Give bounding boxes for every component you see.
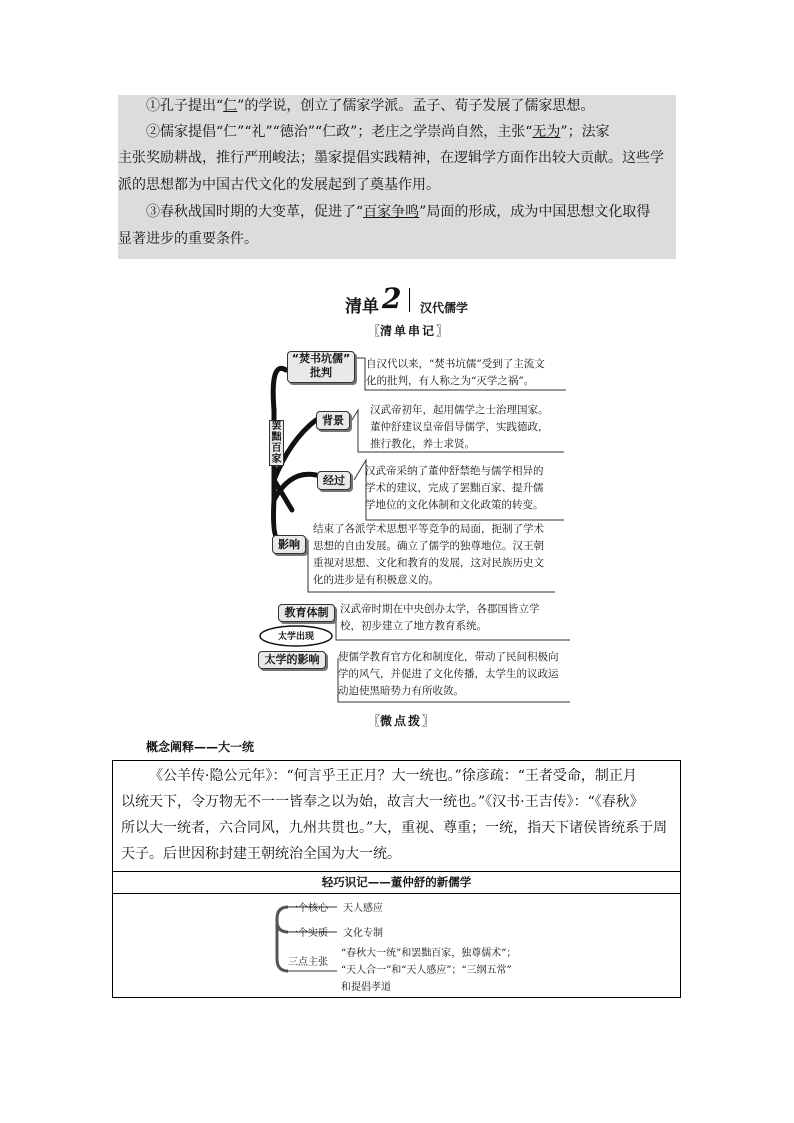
impact-text xyxy=(338,649,559,700)
para-3-line-2: 显著进步的重要条件。 xyxy=(118,231,258,247)
edu-text xyxy=(340,601,540,635)
text-line: 学术的建议，完成了罢黜百家、提升儒 xyxy=(365,482,544,494)
summary-block xyxy=(118,95,676,259)
text-line: 重视对思想、文化和教育的发展，这对民族历史文 xyxy=(313,557,544,569)
heading-divider xyxy=(409,288,410,312)
tag-notes xyxy=(368,322,448,339)
memo-key-2: 一个实质 xyxy=(288,928,328,939)
text-line: 化的批判，有人称之为“灭学之祸”。 xyxy=(366,375,535,387)
text-line: 自汉代以来，“焚书坑儒”受到了主流文 xyxy=(366,358,545,370)
node1-text xyxy=(366,356,545,390)
tag-point xyxy=(368,712,434,729)
text-line: 思想的自由发展。确立了儒学的独尊地位。汉王朝 xyxy=(313,540,544,552)
node-label: 影响 xyxy=(278,538,300,551)
heading-subtitle: 汉代儒学 xyxy=(420,301,469,315)
memo-value-3-line-3: 和提倡孝道 xyxy=(341,982,391,993)
quote-line-4: 天子。后世因称封建王朝统治全国为大一统。 xyxy=(121,846,401,862)
node-education xyxy=(278,604,335,622)
text-line: 校，初步建立了地方教育系统。 xyxy=(340,620,487,632)
text-line: 汉武帝采纳了董仲舒禁绝与儒学相异的 xyxy=(365,465,544,477)
heading-title: 清单 xyxy=(345,297,379,317)
node-label: 批判 xyxy=(310,366,332,379)
underlined-term: 百家争鸣 xyxy=(363,204,420,220)
quote-line-1: 《公羊传·隐公元年》：“何言乎王正月？大一统也。”徐彦疏：“王者受命，制正月 xyxy=(149,768,637,784)
memo-value-3-line-2: “天人合一”和“天人感应”；“三纲五常” xyxy=(341,965,512,976)
root-label: 罢黜百家 xyxy=(271,421,282,465)
root-node xyxy=(269,420,284,466)
memo-key-1: 一个核心 xyxy=(288,903,328,914)
concept-table xyxy=(112,760,681,998)
divider xyxy=(113,893,680,894)
text-line: 推行教化，养士求贤。 xyxy=(370,438,475,450)
taixue-label: 太学出现 xyxy=(277,632,314,642)
bracket: 〖 xyxy=(368,714,381,728)
para-2-line-2: 主张奖励耕战，推行严刑峻法；墨家提倡实践精神，在逻辑学方面作出较大贡献。这些学 xyxy=(118,150,664,166)
node-label: 太学的影响 xyxy=(264,653,320,666)
memo-value-2: 文化专制 xyxy=(343,928,383,939)
branch-background xyxy=(274,474,316,500)
node-taixue-impact xyxy=(258,651,326,669)
quote-line-3: 所以大一统者，六合同风，九州共贯也。”大，重视、尊重；一统，指天下诸侯皆统系于周 xyxy=(121,820,668,836)
text-line: 董仲舒建议皇帝倡导儒学，实践德政， xyxy=(370,421,549,433)
node4-text xyxy=(313,521,544,589)
heading-number: 2 xyxy=(382,282,402,315)
node2-text xyxy=(370,402,549,453)
text: ”；法家 xyxy=(560,124,610,140)
section-heading xyxy=(345,282,495,318)
para-1 xyxy=(118,93,704,120)
tag-text: 清单串记 xyxy=(380,324,437,338)
node-background xyxy=(316,411,350,430)
memo-title: 轻巧识记——董仲舒的新儒学 xyxy=(321,875,472,889)
para-3-line-1 xyxy=(118,199,704,226)
quote-line-2: 以统天下，令万物无不一一皆奉之以为始，故言大一统也。”《汉书·王吉传》：“《春秋》 xyxy=(121,794,644,810)
underlined-term: 仁 xyxy=(223,98,238,114)
memo-value-3-line-1: “春秋大一统”和罢黜百家，独尊儒术”； xyxy=(341,948,517,959)
memo-value-1: 天人感应 xyxy=(343,903,383,914)
node-label: 背景 xyxy=(322,414,344,427)
concept-title: 概念阐释——大一统 xyxy=(146,740,255,754)
bracket: 〗 xyxy=(436,324,449,338)
para-2-line-3: 派的思想都为中国古代文化的发展起到了奠基作用。 xyxy=(118,177,440,193)
node-label: 经过 xyxy=(323,474,345,487)
text-line: 使儒学教育官方化和制度化，带动了民间积极向 xyxy=(338,651,559,663)
memo-key-3: 三点主张 xyxy=(288,957,328,968)
quote-block xyxy=(113,761,680,871)
node-label: “焚书坑儒” xyxy=(291,352,351,365)
tag-text: 微点拨 xyxy=(380,714,423,728)
node-process xyxy=(317,471,351,490)
text-line: 动迫使黑暗势力有所收敛。 xyxy=(338,685,464,697)
node-influence xyxy=(272,535,306,554)
para-2-line-1 xyxy=(118,119,704,146)
text-line: 汉武帝初年，起用儒学之士治理国家。 xyxy=(370,404,549,416)
text-line: 学地位的文化体制和文化政策的转变。 xyxy=(365,499,544,511)
memo-bracket xyxy=(277,907,288,971)
node3-text xyxy=(365,463,544,514)
underlined-term: 无为 xyxy=(532,124,561,140)
bracket: 〖 xyxy=(368,324,381,338)
text-line: 汉武帝时期在中央创办太学，各郡国皆立学 xyxy=(340,603,540,615)
bracket: 〗 xyxy=(422,714,435,728)
memo-branch xyxy=(277,921,288,932)
node-burning-books xyxy=(287,351,355,383)
text: ①孔子提出“ xyxy=(146,98,224,114)
text: ③春秋战国时期的大变革，促进了“ xyxy=(146,204,364,220)
text-line: 化的进步是有积极意义的。 xyxy=(313,574,439,586)
text: ”局面的形成，成为中国思想文化取得 xyxy=(419,204,651,220)
text: ”的学说，创立了儒家学派。孟子、荀子发展了儒家思想。 xyxy=(237,98,595,114)
node-label: 教育体制 xyxy=(284,606,329,619)
divider xyxy=(113,871,680,872)
text-line: 结束了各派学术思想平等竞争的局面，扼制了学术 xyxy=(313,523,544,535)
text-line: 学的风气，并促进了文化传播，太学生的议政运 xyxy=(338,668,559,680)
text: ②儒家提倡“仁”“礼”“德治”“仁政”；老庄之学崇尚自然，主张“ xyxy=(146,124,533,140)
